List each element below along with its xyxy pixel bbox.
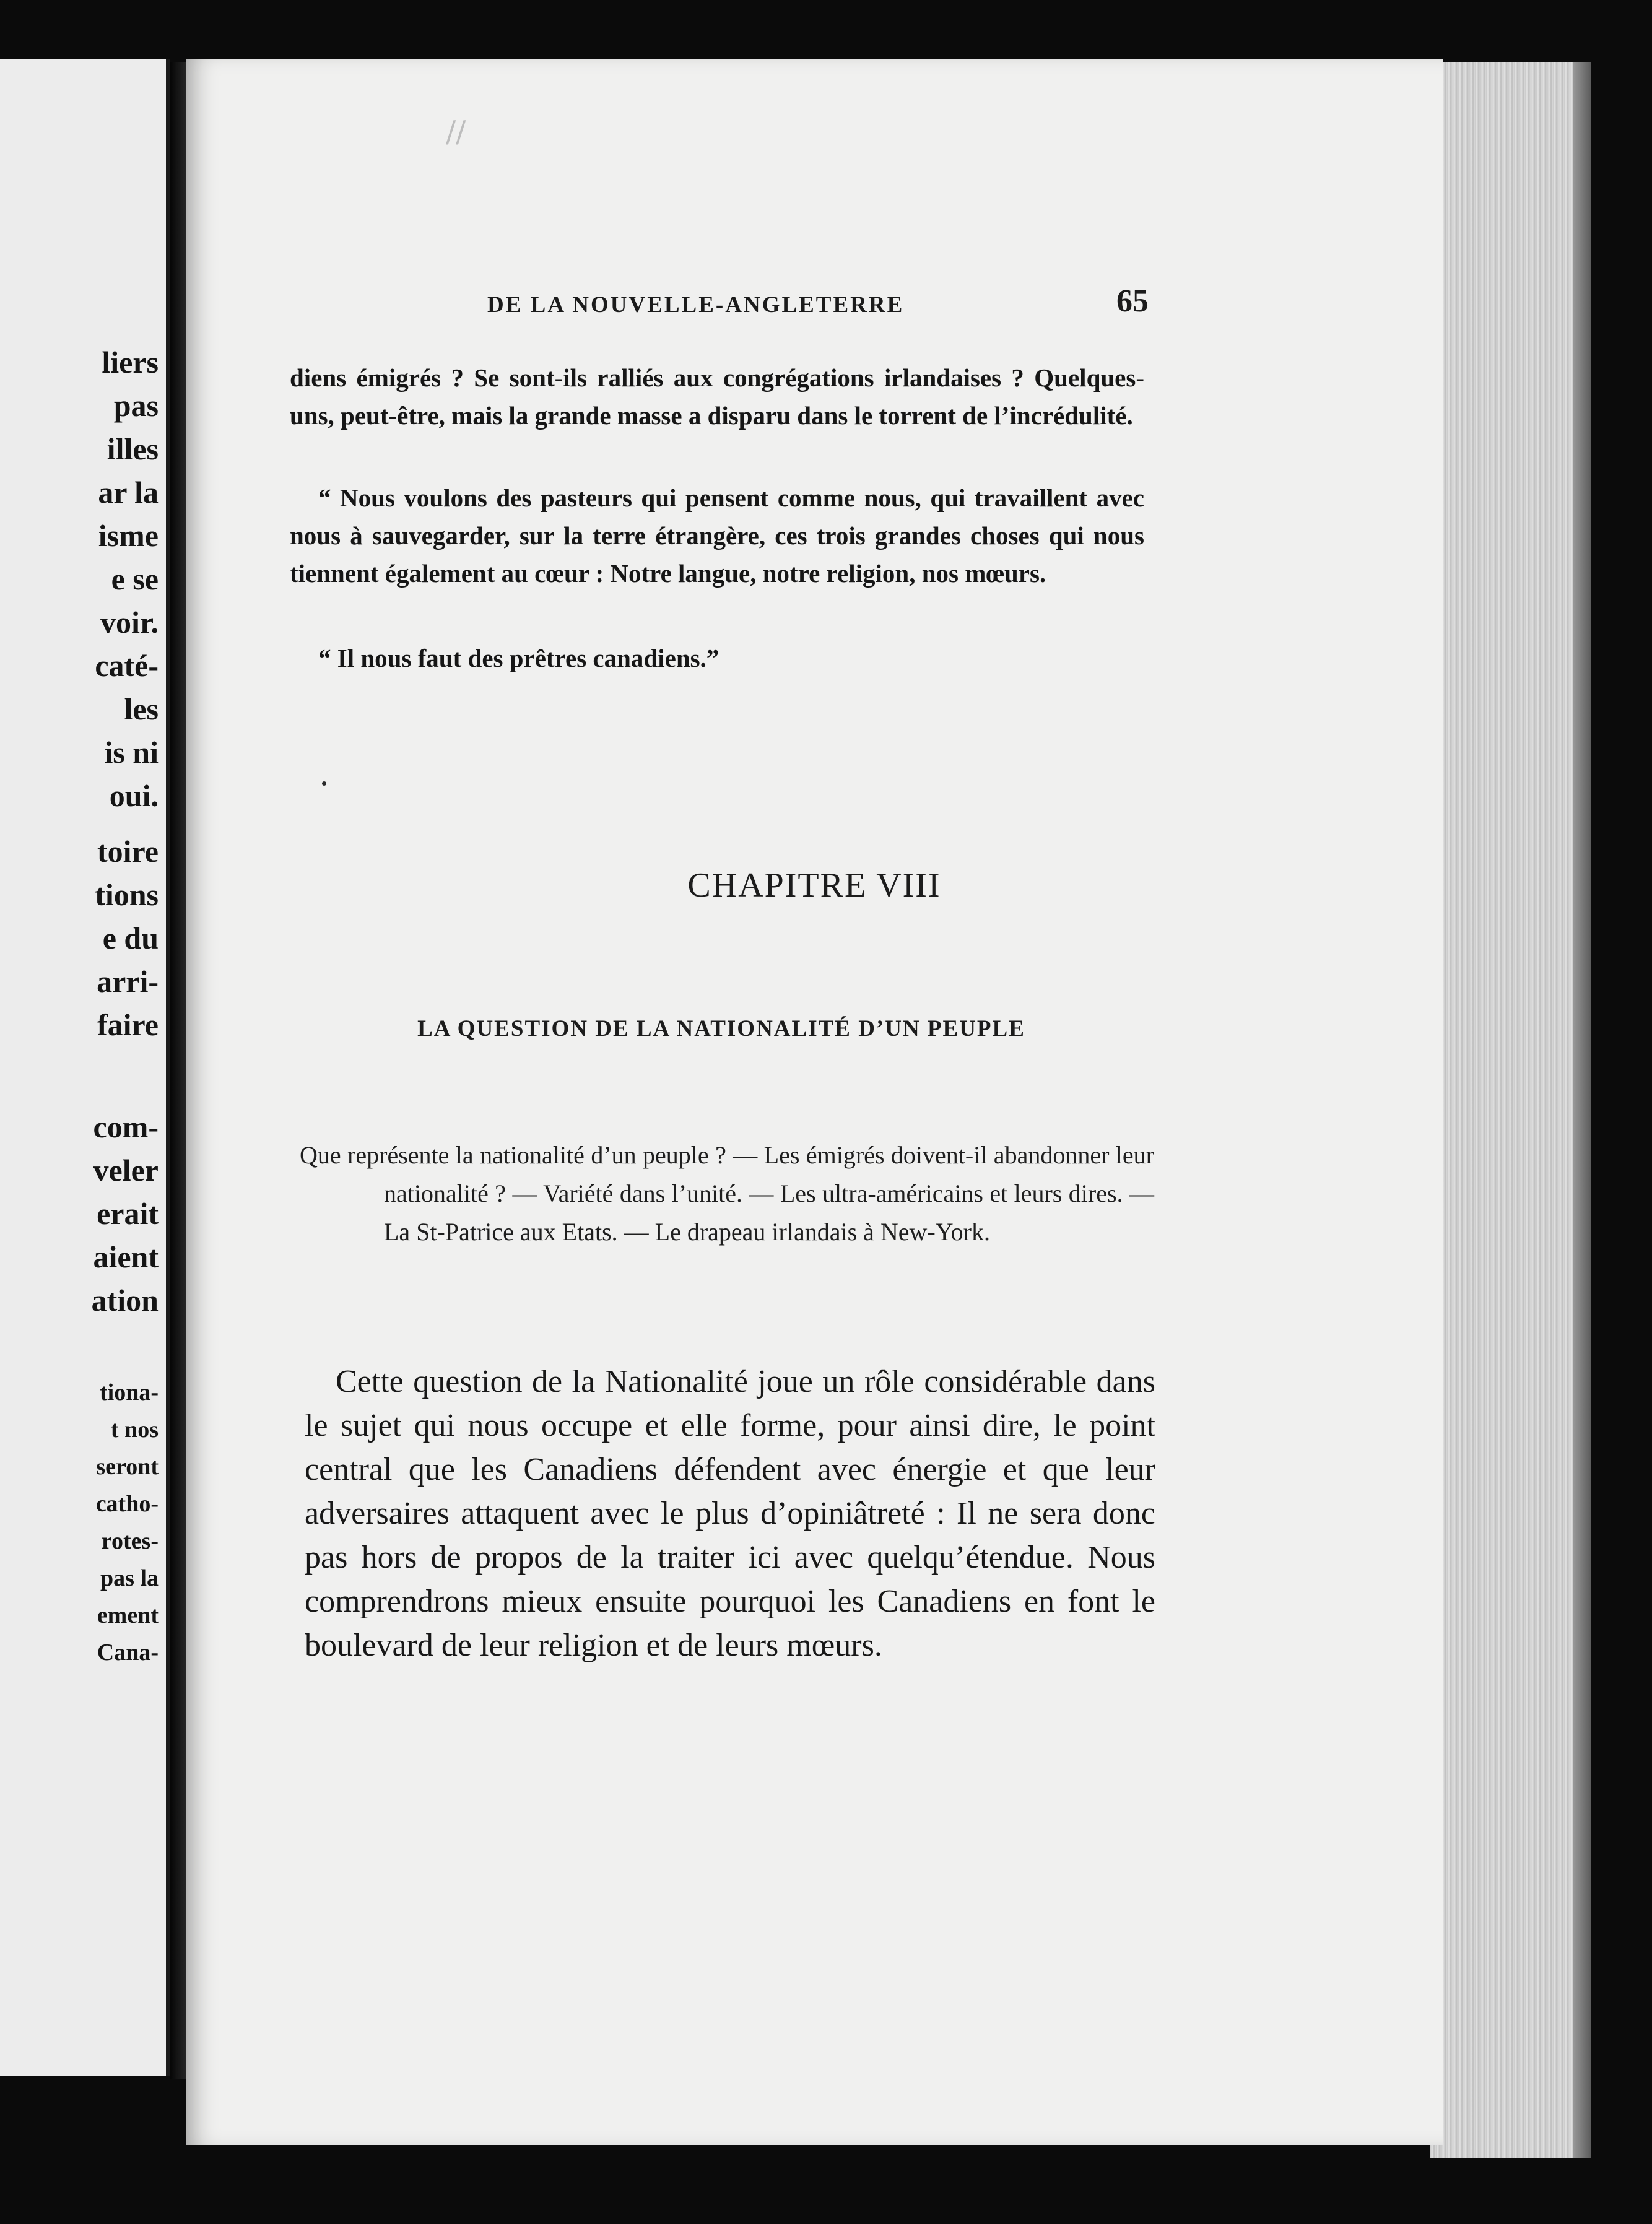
left-facing-page xyxy=(0,59,170,2076)
left-line: veler xyxy=(93,1153,159,1188)
page-number: 65 xyxy=(1116,284,1149,319)
left-line: aient xyxy=(93,1240,159,1274)
left-line: e se xyxy=(111,562,159,596)
chapter-summary: Que représente la nationalité d’un peuple ? — Les émigrés doivent-il abandonner leur nationalité ? — Variété dans l’unité. — Les ultra-américains et leurs dires. — La St-Patrice aux Etats. — Le drapeau irlandais à New-York. xyxy=(300,1141,1154,1246)
left-line: liers xyxy=(102,345,159,380)
chapter-subtitle: LA QUESTION DE LA NATIONALITÉ D’UN PEUPLE xyxy=(417,1016,1025,1041)
left-line: toire xyxy=(97,834,159,869)
running-title: DE LA NOUVELLE-ANGLETERRE xyxy=(487,292,905,318)
left-line: faire xyxy=(97,1007,159,1042)
left-line: tiona- xyxy=(100,1379,159,1405)
ink-speck xyxy=(322,781,326,786)
left-line: e du xyxy=(102,921,159,955)
chapter-title: CHAPITRE VIII xyxy=(687,866,941,905)
left-line: erait xyxy=(97,1196,159,1231)
paragraph xyxy=(290,640,1144,677)
quote-text: “ Il nous faut des prêtres canadiens.” xyxy=(318,644,719,672)
left-line: tions xyxy=(95,877,159,912)
left-line: caté- xyxy=(95,648,159,683)
left-line: t nos xyxy=(110,1417,159,1443)
left-line: oui. xyxy=(109,778,159,813)
paragraph xyxy=(290,359,1144,435)
left-line: illes xyxy=(107,432,159,466)
paragraph xyxy=(290,479,1144,593)
left-line: com- xyxy=(93,1110,159,1144)
left-line: pas la xyxy=(100,1565,159,1591)
chapter-body: Cette question de la Nationalité joue un rôle considérable dans le sujet qui nous occupe et elle forme, pour ainsi dire, le point central que les Canadiens défendent avec énergie et que leur adversaires attaquent avec le plus d’opiniâtreté : Il ne sera donc pas hors de propos de la traiter ici avec quelqu’étendue. Nous comprendrons mieux ensuite pourquoi les Canadiens en font le boulevard de leur religion et de leurs mœurs. xyxy=(305,1364,1155,1663)
quote-text: “ Nous voulons des pasteurs qui pensent comme nous, qui travaillent avec nous à sauvegarder, sur la terre étrangère, ces trois grandes choses qui nous tiennent également au cœur : Notre langue, notre religion, nos mœurs. xyxy=(290,484,1144,588)
left-line: ation xyxy=(91,1283,159,1318)
left-line: ar la xyxy=(98,475,159,510)
left-line: ement xyxy=(97,1602,159,1628)
left-line: catho- xyxy=(95,1491,159,1517)
left-line: rotes- xyxy=(101,1528,159,1554)
left-line: voir. xyxy=(100,605,159,640)
left-line: les xyxy=(124,692,159,726)
left-line: Cana- xyxy=(97,1640,159,1666)
left-line: arri- xyxy=(97,964,159,999)
pencil-mark: // xyxy=(446,115,466,149)
left-line: is ni xyxy=(104,735,159,770)
left-line: seront xyxy=(96,1454,159,1480)
paragraph-text: diens émigrés ? Se sont-ils ralliés aux congrégations irlandaises ? Quelques-uns, peut-être, mais la grande masse a disparu dans le torrent de l’incrédulité. xyxy=(290,363,1144,430)
left-line: isme xyxy=(98,518,159,553)
page-edge-stack xyxy=(1430,62,1591,2158)
left-line: pas xyxy=(113,388,159,423)
